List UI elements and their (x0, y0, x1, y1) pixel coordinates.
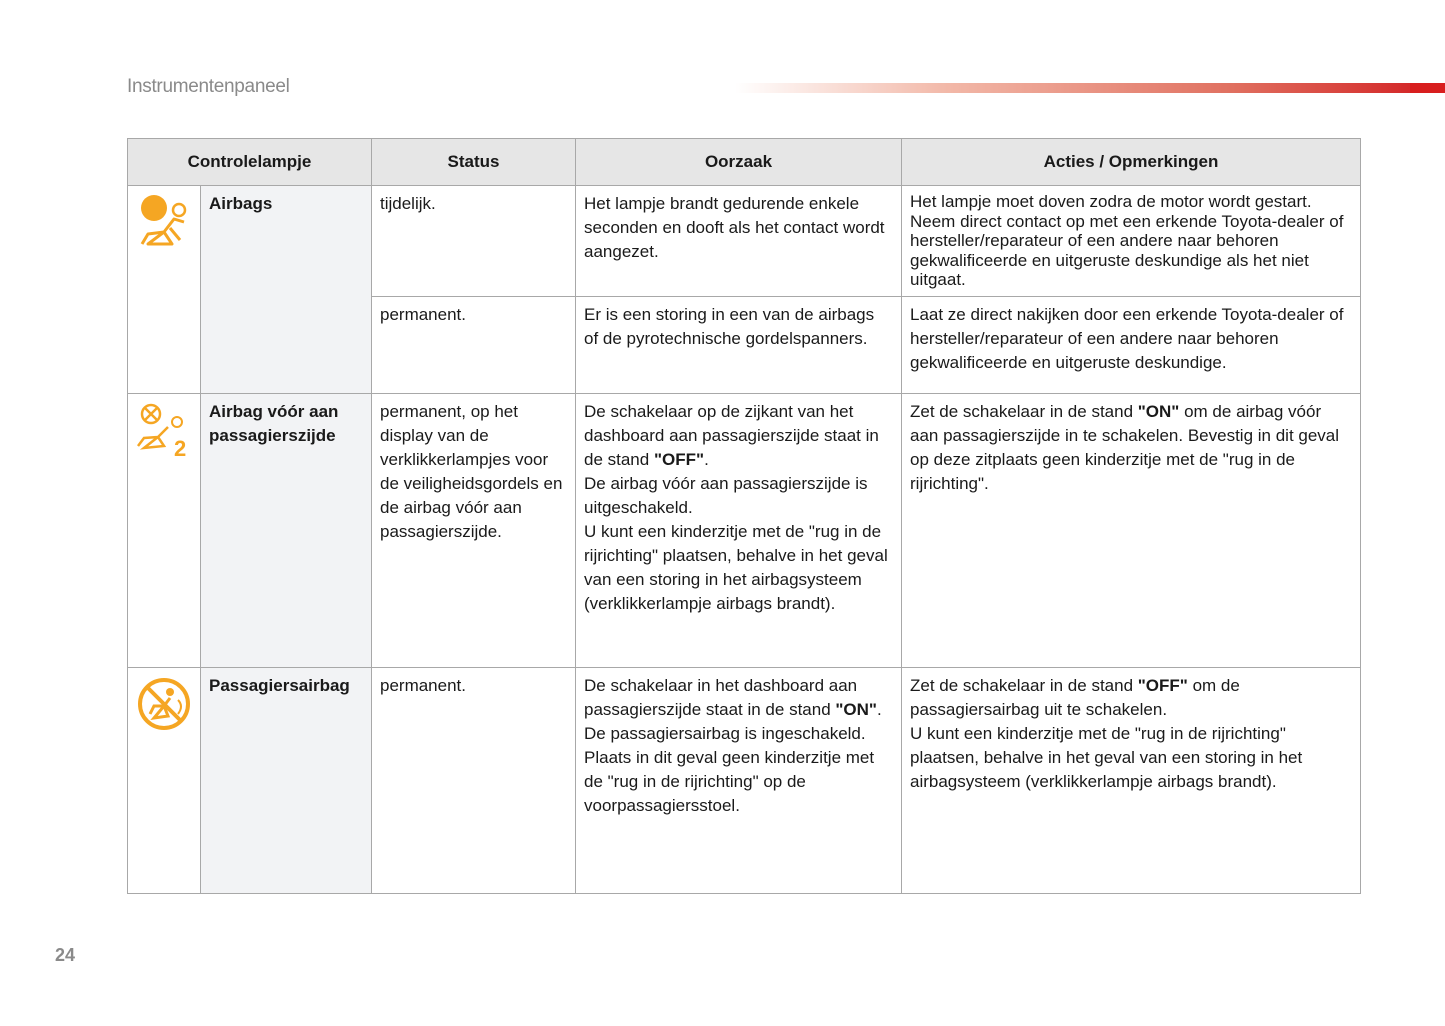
table-row (128, 393, 1361, 667)
paragraph (380, 192, 567, 216)
lamp-icon-cell (128, 667, 201, 893)
text: Het lampje moet doven zodra de motor wordt gestart. Neem direct contact op met een erkende Toyota-dealer of hersteller/reparateur of een andere naar behoren gekwalificeerde en uitgeruste deskundige als het niet uitgaat. (910, 192, 1344, 289)
text: permanent. (380, 304, 466, 324)
cause-cell (576, 186, 902, 297)
col-header-actions: Acties / Opmerkingen (902, 139, 1361, 186)
actions-cell (902, 393, 1361, 667)
cause-cell (576, 296, 902, 393)
svg-text:2: 2 (174, 435, 187, 460)
paragraph (910, 303, 1352, 375)
text: Zet de schakelaar in de stand (910, 401, 1138, 421)
text: permanent. (380, 675, 466, 695)
text: Plaats in dit geval geen kinderzitje met de "rug in de rijrichting" op de voorpassagiersstoel. (584, 747, 875, 815)
paragraph (584, 674, 893, 722)
lamp-icon-cell (128, 393, 201, 667)
page-number: 24 (55, 945, 76, 965)
paragraph (910, 722, 1352, 794)
text: om de passagiersairbag uit te schakelen. (910, 675, 1240, 719)
table-row (128, 667, 1361, 893)
status-cell (372, 296, 576, 393)
col-header-status: Status (372, 139, 576, 186)
passenger-airbag-off-icon (134, 435, 194, 464)
text: . (704, 449, 709, 469)
paragraph (380, 674, 567, 698)
text: Er is een storing in een van de airbags of de pyrotechnische gordelspanners. (584, 304, 875, 348)
text: De passagiersairbag is ingeschakeld. (584, 723, 866, 743)
lamp-name: Airbags (201, 186, 372, 394)
warning-lamps-table (127, 138, 1361, 894)
text: Laat ze direct nakijken door een erkende Toyota-dealer of hersteller/reparateur of een andere naar behoren gekwalificeerde en uitgeruste deskundige. (910, 304, 1344, 372)
text: De airbag vóór aan passagierszijde is uitgeschakeld. (584, 473, 868, 517)
actions-cell (902, 296, 1361, 393)
table-header-row (128, 139, 1361, 186)
paragraph (910, 192, 1352, 290)
lamp-name: Passagiersairbag (201, 667, 372, 893)
airbag-warning-icon (134, 237, 194, 256)
text: Zet de schakelaar in de stand (910, 675, 1138, 695)
paragraph (584, 192, 893, 264)
text: Het lampje brandt gedurende enkele seconden en dooft als het contact wordt aangezet. (584, 194, 885, 261)
paragraph (584, 303, 893, 351)
text: U kunt een kinderzitje met de "rug in de rijrichting" plaatsen, behalve in het geval van een storing in het airbagsysteem (verklikkerlampje airbags brandt). (910, 723, 1303, 791)
paragraph (584, 520, 893, 616)
text: De schakelaar in het dashboard aan passagierszijde staat in de stand (584, 675, 858, 719)
lamp-name: Airbag vóór aan passagierszijde (201, 393, 372, 667)
bold-text: "OFF" (1137, 675, 1188, 695)
col-header-lamp: Controlelampje (128, 139, 372, 186)
paragraph (910, 400, 1352, 496)
table-row (128, 186, 1361, 297)
paragraph (380, 303, 567, 327)
text: De schakelaar op de zijkant van het dashboard aan passagierszijde staat in de stand (584, 401, 879, 469)
section-title: Instrumentenpaneel (127, 76, 290, 97)
header-accent-bar (735, 83, 1445, 93)
text: U kunt een kinderzitje met de "rug in de rijrichting" plaatsen, behalve in het geval van een storing in het airbagsysteem (verklikkerlampje airbags brandt). (584, 521, 888, 613)
actions-cell (902, 186, 1361, 297)
bold-text: "OFF" (653, 449, 705, 469)
paragraph (584, 722, 893, 746)
lamp-icon-cell (128, 186, 201, 394)
text: tijdelijk. (380, 194, 436, 213)
cause-cell (576, 393, 902, 667)
text: om de airbag vóór aan passagierszijde in te schakelen. Bevestig in dit geval op deze zitplaats geen kinderzitje met de "rug in de rijrichting". (910, 401, 1340, 493)
col-header-cause: Oorzaak (576, 139, 902, 186)
paragraph (584, 472, 893, 520)
paragraph (584, 746, 893, 818)
actions-cell (902, 667, 1361, 893)
cause-cell (576, 667, 902, 893)
status-cell (372, 667, 576, 893)
text: permanent, op het display van de verklikkerlampjes voor de veiligheidsgordels en de airbag vóór aan passagierszijde. (380, 401, 563, 541)
header-accent-bar-end (1410, 83, 1445, 93)
bold-text: "ON" (1137, 401, 1180, 421)
paragraph (380, 400, 567, 544)
paragraph (910, 674, 1352, 722)
text: . (877, 699, 882, 719)
status-cell (372, 186, 576, 297)
status-cell (372, 393, 576, 667)
bold-text: "ON" (835, 699, 877, 719)
paragraph (584, 400, 893, 472)
passenger-airbag-on-icon (134, 719, 194, 738)
